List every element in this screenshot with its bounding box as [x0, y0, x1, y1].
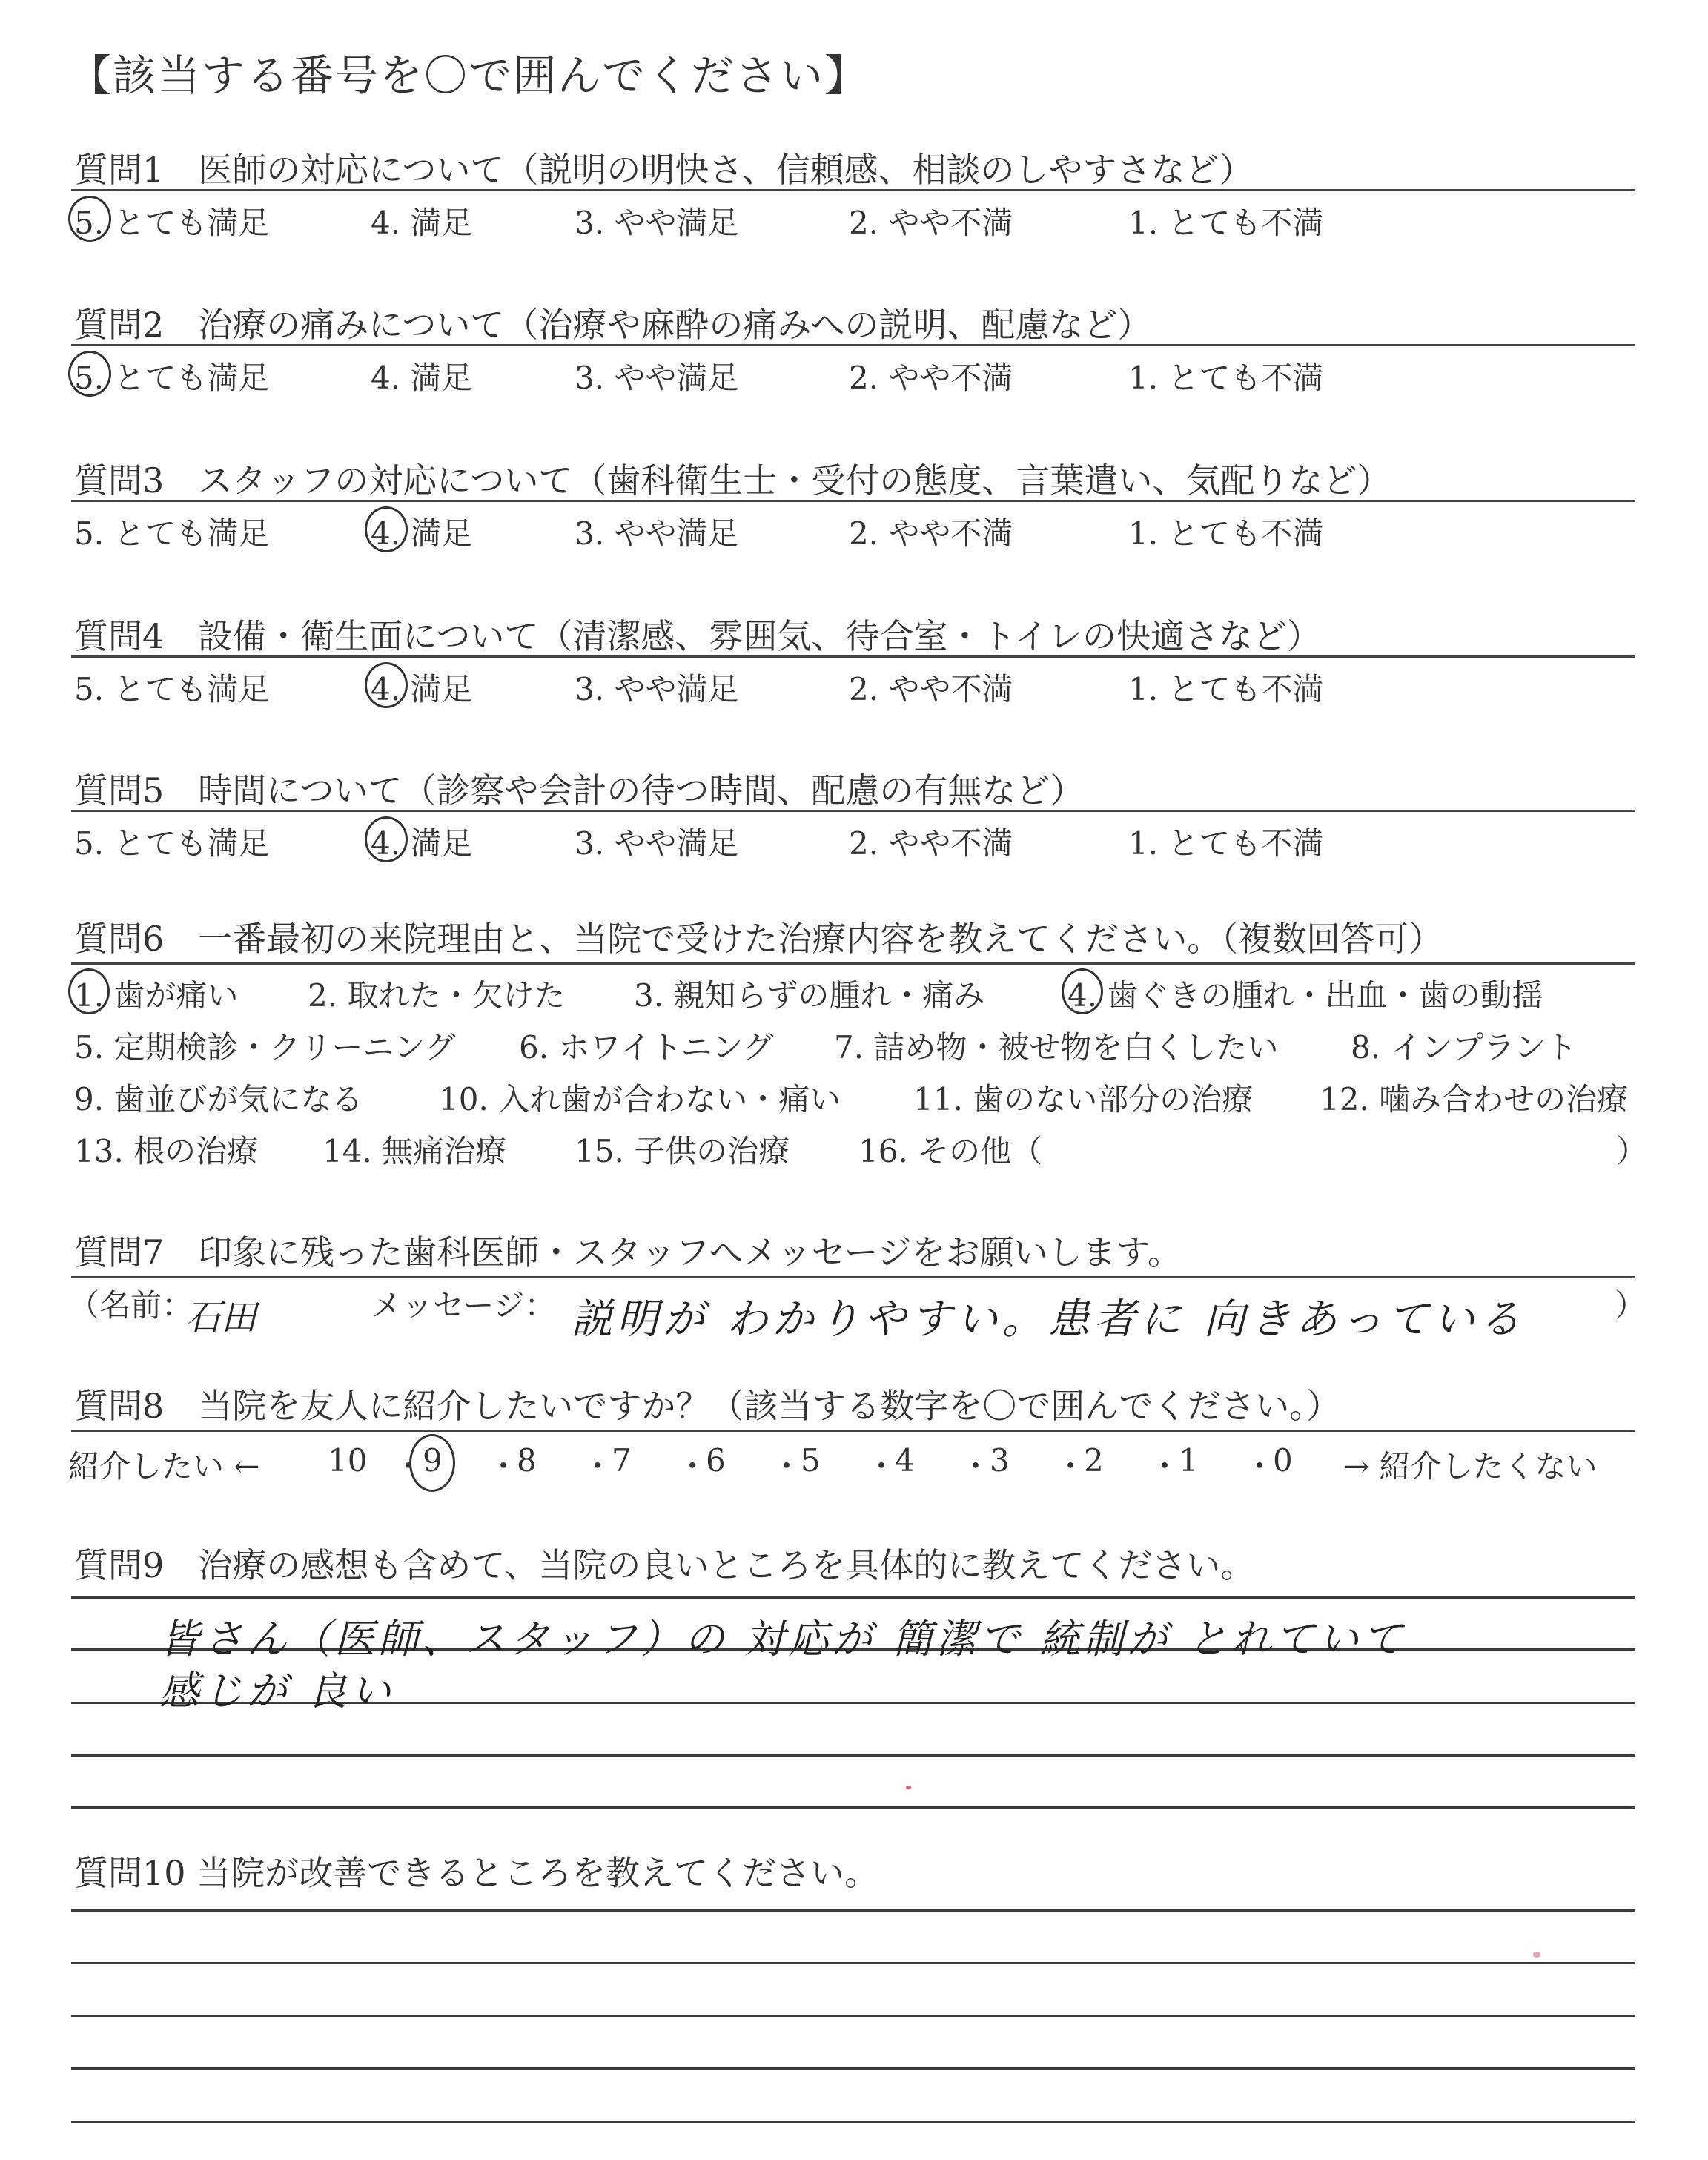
q8-scale-10[interactable]: 10: [328, 1442, 368, 1479]
question-5-label: 質問5 時間について（診察や会計の待つ時間、配慮の有無など）: [74, 770, 1085, 810]
question-3-rule: [71, 500, 1635, 502]
question-4-rule: [71, 655, 1635, 658]
selection-circle: [68, 968, 110, 1014]
q6-option-14[interactable]: 14. 無痛治療: [322, 1133, 507, 1169]
q7-name-value[interactable]: 石田: [185, 1297, 257, 1338]
q8-scale-0[interactable]: 0: [1273, 1442, 1293, 1479]
question-2-option-4[interactable]: 4. 満足: [371, 360, 473, 396]
selection-circle: [365, 662, 408, 708]
q8-separator-dot: ・: [488, 1448, 520, 1484]
selection-circle: [68, 351, 111, 397]
form-title: 【該当する番号を〇で囲んでください】: [68, 50, 870, 101]
q9-answer-line1[interactable]: 皆さん（医師、スタッフ）の 対応が 簡潔で 統制が とれていて: [159, 1616, 1406, 1662]
question-3-option-3[interactable]: 3. やや満足: [575, 515, 739, 552]
q6-option-7[interactable]: 7. 詰め物・被せ物を白くしたい: [834, 1029, 1279, 1066]
q6-option-3[interactable]: 3. 親知らずの腫れ・痛み: [634, 977, 985, 1014]
question-3-option-5[interactable]: 5. とても満足: [74, 515, 270, 552]
question-5-option-5[interactable]: 5. とても満足: [74, 825, 270, 862]
q10-line-2: [71, 1962, 1635, 1964]
question-5-option-3[interactable]: 3. やや満足: [575, 825, 739, 862]
q8-separator-dot: ・: [1149, 1448, 1181, 1484]
question-1-option-5[interactable]: 5. とても満足: [74, 205, 270, 241]
q6-option-11[interactable]: 11. 歯のない部分の治療: [913, 1081, 1254, 1117]
q7-message-value[interactable]: 説明が わかりやすい。患者に 向きあっている: [571, 1295, 1526, 1344]
q8-separator-dot: ・: [1244, 1448, 1276, 1484]
question-2-rule: [71, 344, 1635, 346]
selection-circle: [68, 196, 111, 242]
question-1-rule: [71, 189, 1635, 191]
question-4-option-4[interactable]: 4. 満足: [371, 671, 473, 707]
q6-option-16[interactable]: 16. その他（: [858, 1133, 1043, 1169]
question-2-option-5[interactable]: 5. とても満足: [74, 360, 270, 396]
q9-line-4: [71, 1754, 1635, 1757]
question-3-option-1[interactable]: 1. とても不満: [1128, 515, 1324, 552]
q7-message-label: メッセージ：: [371, 1287, 556, 1324]
q8-scale-8[interactable]: 8: [517, 1442, 537, 1479]
q9-line-1: [71, 1596, 1635, 1599]
q6-option-15[interactable]: 15. 子供の治療: [575, 1133, 790, 1169]
question-2-option-3[interactable]: 3. やや満足: [575, 360, 739, 396]
question-4-option-1[interactable]: 1. とても不満: [1128, 671, 1324, 707]
question-3-label: 質問3 スタッフの対応について（歯科衛生士・受付の態度、言葉遣い、気配りなど）: [74, 460, 1391, 501]
q8-separator-dot: ・: [1055, 1448, 1087, 1484]
q6-option-13[interactable]: 13. 根の治療: [74, 1133, 259, 1169]
question-1-option-1[interactable]: 1. とても不満: [1128, 205, 1324, 241]
q6-option-5[interactable]: 5. 定期検診・クリーニング: [74, 1029, 456, 1066]
q8-left-label: 紹介したい ←: [68, 1448, 260, 1484]
q8-separator-dot: ・: [393, 1448, 425, 1484]
question-2-label: 質問2 治療の痛みについて（治療や麻酔の痛みへの説明、配慮など）: [74, 305, 1152, 345]
q10-line-3: [71, 2015, 1635, 2017]
selection-circle: [409, 1434, 455, 1492]
q7-close: ）: [1615, 1287, 1646, 1324]
q8-separator-dot: ・: [866, 1448, 898, 1484]
question-4-option-2[interactable]: 2. やや不満: [849, 671, 1013, 707]
q8-separator-dot: ・: [960, 1448, 992, 1484]
question-5-rule: [71, 810, 1635, 812]
q8-scale-9[interactable]: 9: [423, 1442, 443, 1479]
q6-option-4[interactable]: 4. 歯ぐきの腫れ・出血・歯の動揺: [1068, 977, 1543, 1014]
question-2-option-1[interactable]: 1. とても不満: [1128, 360, 1324, 396]
q8-scale-3[interactable]: 3: [990, 1442, 1010, 1479]
selection-circle: [1062, 968, 1103, 1014]
q7-name-label: （名前：: [68, 1287, 193, 1324]
question-1-option-3[interactable]: 3. やや満足: [575, 205, 739, 241]
q9-line-5: [71, 1806, 1635, 1809]
q6-option-9[interactable]: 9. 歯並びが気になる: [74, 1081, 363, 1117]
question-1-option-2[interactable]: 2. やや不満: [849, 205, 1013, 241]
question-5-option-4[interactable]: 4. 満足: [371, 825, 473, 862]
q9-answer-line2[interactable]: 感じが 良い: [159, 1668, 395, 1714]
q6-rule: [71, 962, 1635, 965]
q10-label: 質問10 当院が改善できるところを教えてください。: [74, 1853, 879, 1893]
q8-rule: [71, 1430, 1635, 1432]
q6-option-6[interactable]: 6. ホワイトニング: [519, 1029, 774, 1066]
question-5-option-1[interactable]: 1. とても不満: [1128, 825, 1324, 862]
question-4-label: 質問4 設備・衛生面について（清潔感、雰囲気、待合室・トイレの快適さなど）: [74, 616, 1322, 656]
q8-scale-7[interactable]: 7: [612, 1442, 632, 1479]
q8-scale-5[interactable]: 5: [801, 1442, 821, 1479]
q6-option-12[interactable]: 12. 噛み合わせの治療: [1320, 1081, 1629, 1117]
selection-circle: [365, 506, 408, 552]
q6-option-1[interactable]: 1. 歯が痛い: [74, 977, 239, 1014]
q10-line-5: [71, 2121, 1635, 2123]
question-3-option-4[interactable]: 4. 満足: [371, 515, 473, 552]
q8-label: 質問8 当院を友人に紹介したいですか？（該当する数字を〇で囲んでください。）: [74, 1386, 1341, 1426]
q8-right-label: → 紹介したくない: [1343, 1448, 1598, 1484]
question-2-option-2[interactable]: 2. やや不満: [849, 360, 1013, 396]
q10-line-4: [71, 2067, 1635, 2070]
q7-label: 質問7 印象に残った歯科医師・スタッフへメッセージをお願いします。: [74, 1232, 1182, 1272]
q8-scale-6[interactable]: 6: [706, 1442, 726, 1479]
q8-scale-2[interactable]: 2: [1084, 1442, 1104, 1479]
question-4-option-3[interactable]: 3. やや満足: [575, 671, 739, 707]
question-4-option-5[interactable]: 5. とても満足: [74, 671, 270, 707]
q6-option-8[interactable]: 8. インプラント: [1351, 1029, 1578, 1066]
q8-separator-dot: ・: [582, 1448, 614, 1484]
q8-separator-dot: ・: [677, 1448, 709, 1484]
question-1-option-4[interactable]: 4. 満足: [371, 205, 473, 241]
q6-option-2[interactable]: 2. 取れた・欠けた: [308, 977, 566, 1014]
q6-option-10[interactable]: 10. 入れ歯が合わない・痛い: [439, 1081, 841, 1117]
q6-other-close: ）: [1616, 1133, 1648, 1169]
q8-scale-1[interactable]: 1: [1179, 1442, 1199, 1479]
q9-label: 質問9 治療の感想も含めて、当院の良いところを具体的に教えてください。: [74, 1545, 1255, 1585]
stray-mark: [1533, 1952, 1540, 1958]
stray-mark: [906, 1786, 911, 1789]
q10-line-1: [71, 1909, 1635, 1912]
question-5-option-2[interactable]: 2. やや不満: [849, 825, 1013, 862]
q8-scale-4[interactable]: 4: [895, 1442, 915, 1479]
question-3-option-2[interactable]: 2. やや不満: [849, 515, 1013, 552]
q7-rule: [71, 1276, 1635, 1278]
q8-separator-dot: ・: [771, 1448, 803, 1484]
selection-circle: [365, 816, 408, 862]
question-1-label: 質問1 医師の対応について（説明の明快さ、信頼感、相談のしやすさなど）: [74, 150, 1254, 190]
q6-label: 質問6 一番最初の来院理由と、当院で受けた治療内容を教えてください。（複数回答可）: [74, 919, 1443, 959]
